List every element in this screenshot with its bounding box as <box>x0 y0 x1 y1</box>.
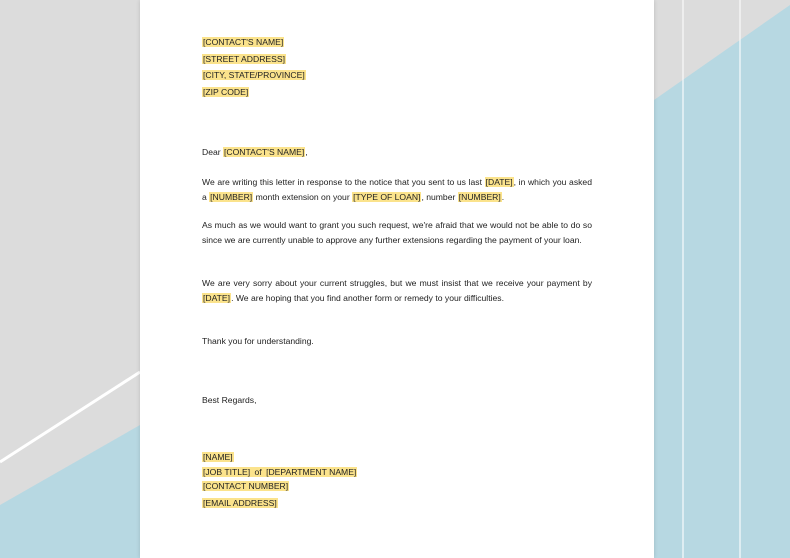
salutation <box>202 145 592 160</box>
loan-type-placeholder: [TYPE OF LOAN] <box>353 191 421 202</box>
thanks-text: Thank you for understanding. <box>202 336 314 346</box>
closing <box>202 393 592 408</box>
date-placeholder: [DATE] <box>485 177 513 187</box>
city-state-placeholder: [CITY, STATE/PROVINCE] <box>203 70 305 81</box>
signature-block <box>202 450 592 510</box>
zip-code-placeholder: [ZIP CODE] <box>203 86 249 97</box>
paragraph-1-text: , in which you asked a <box>202 177 592 202</box>
thanks-line <box>202 334 592 349</box>
of-text: of <box>252 466 265 477</box>
paragraph-1-text: . <box>501 191 505 202</box>
salutation-name-placeholder: [CONTACT'S NAME] <box>224 147 305 157</box>
letter-page <box>140 0 654 558</box>
salutation-suffix: , <box>305 147 308 157</box>
paragraph-1 <box>202 175 592 204</box>
paragraph-1-text: We are writing this letter in response to the notice that you sent to us last <box>202 177 485 187</box>
paragraph-2 <box>202 218 592 247</box>
paragraph-3-text: . We are hoping that you find another form or remedy to your difficulties. <box>231 292 504 303</box>
paragraph-3 <box>202 276 592 305</box>
salutation-prefix: Dear <box>202 147 224 157</box>
recipient-address <box>202 35 592 99</box>
contact-name-placeholder: [CONTACT'S NAME] <box>203 37 284 47</box>
paragraph-1-text: , number <box>421 191 458 202</box>
paragraph-3-text: We are very sorry about your current struggles, but we must insist that we receive your payment by <box>202 278 592 288</box>
signature-name-placeholder: [NAME] <box>203 452 233 462</box>
job-title-placeholder: [JOB TITLE] <box>203 466 251 477</box>
number-placeholder: [NUMBER] <box>210 191 253 202</box>
date-placeholder: [DATE] <box>203 292 231 303</box>
right-blue-band <box>654 5 790 558</box>
paragraph-2-text: As much as we would want to grant you such request, we're afraid that we would not be able to do so since we are currently unable to approve any further extensions regarding the payment of your loan. <box>202 220 592 245</box>
paragraph-1-text: month extension on your <box>253 191 353 202</box>
closing-text: Best Regards, <box>202 395 257 405</box>
email-placeholder: [EMAIL ADDRESS] <box>203 497 277 508</box>
contact-number-placeholder: [CONTACT NUMBER] <box>203 481 289 492</box>
street-address-placeholder: [STREET ADDRESS] <box>203 53 285 64</box>
number-placeholder: [NUMBER] <box>458 191 501 202</box>
department-placeholder: [DEPARTMENT NAME] <box>266 466 357 477</box>
